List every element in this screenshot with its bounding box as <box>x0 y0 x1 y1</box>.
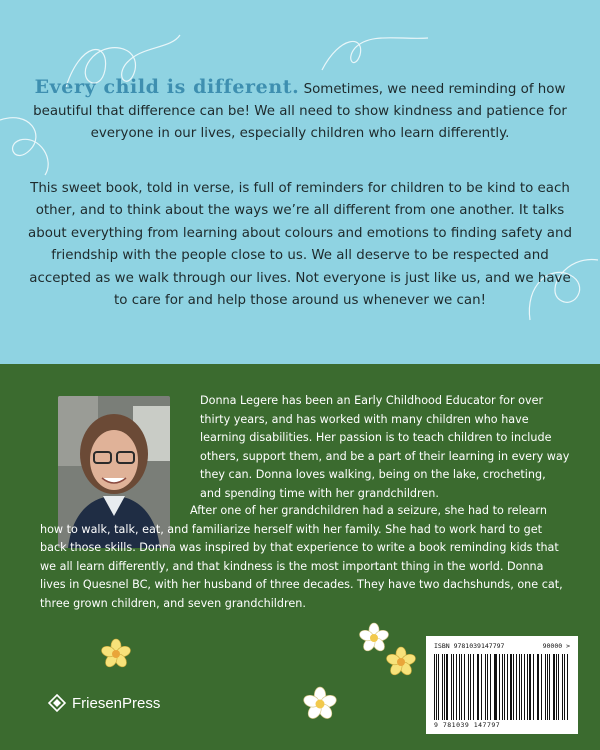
barcode-bar <box>453 654 454 720</box>
barcode-bar <box>549 654 550 720</box>
barcode-bar <box>470 654 471 720</box>
barcode-bar <box>456 654 457 720</box>
barcode-bar <box>499 654 500 720</box>
barcode-bar <box>524 654 525 720</box>
barcode-bar <box>519 654 520 720</box>
barcode-bar <box>541 654 542 720</box>
publisher-logo <box>48 694 160 712</box>
barcode-bar <box>438 654 439 720</box>
flower-icon <box>100 638 132 670</box>
barcode-bar <box>556 654 557 720</box>
blurb-panel <box>0 0 600 364</box>
barcode-bar <box>464 654 465 720</box>
barcode-bar <box>529 654 531 720</box>
barcode-bar <box>442 654 443 720</box>
barcode-bar <box>564 654 565 720</box>
barcode-bar <box>468 654 470 720</box>
price-code: 90000 > <box>542 642 570 650</box>
blurb-paragraph: This sweet book, told in verse, is full of reminders for children to be kind to each other, and to think about the ways we’re all different from one another. It talks about everything from learning about colours and emotions to finding safety and friendship with the people close to us. We all deserve to be respected and accepted as we walk through our lives. Not everyone is just like us, and we have to care for and help those around us whenever we can! <box>28 181 572 309</box>
barcode-bar <box>478 654 479 720</box>
isbn-barcode <box>426 636 578 734</box>
barcode-bar <box>521 654 522 720</box>
author-panel <box>0 364 600 750</box>
barcode-bar <box>545 654 546 720</box>
barcode-bar <box>434 654 435 720</box>
intro-text: Sometimes, we need reminding of how beautiful that difference can be! We all need to show kindness and patience for everyone in our lives, especially children who learn differently. <box>33 82 567 141</box>
barcode-bar <box>481 654 482 720</box>
barcode-bar <box>461 654 462 720</box>
author-bio-paragraph-1: Donna Legere has been an Early Childhood Educator for over thirty years, and has worked with many children who have learning disabilities. Her passion is to teach children to include others, support them, and be a part of their learning in every way they can. Donna loves walking, being on the lake, crocheting, and spending time with her grandchildren. <box>200 394 570 500</box>
flower-icon <box>385 646 417 678</box>
barcode-bars <box>434 654 570 720</box>
isbn-text: ISBN 9781039147797 <box>434 642 505 650</box>
barcode-bar <box>485 654 486 720</box>
barcode-digits: 9 781039 147797 <box>434 721 501 729</box>
barcode-bar <box>513 654 514 720</box>
barcode-bar <box>538 654 539 720</box>
barcode-bar <box>494 654 495 720</box>
barcode-bar <box>459 654 460 720</box>
barcode-bar <box>547 654 548 720</box>
barcode-bar <box>533 654 534 720</box>
barcode-bar <box>473 654 474 720</box>
barcode-bar <box>527 654 528 720</box>
barcode-bar <box>507 654 508 720</box>
swirl-decoration-top-right <box>320 30 430 80</box>
barcode-bar <box>510 654 512 720</box>
barcode-bar <box>490 654 491 720</box>
author-bio-paragraph-2: After one of her grandchildren had a seizure, she had to relearn how to walk, talk, eat, and familiarize herself with her family. She had to work hard to get back those skills. Donna was inspired by that experience to write a book reminding kids that we all learn differently, and that kindness is the most important thing in the world. Donna lives in Quesnel BC, with her husband of three decades. They have two dachshunds, one cat, three grown children, and seven grandchildren. <box>40 504 563 610</box>
barcode-bar <box>502 654 503 720</box>
publisher-name: FriesenPress <box>72 694 161 712</box>
flower-icon <box>302 686 338 722</box>
barcode-bar <box>495 654 496 720</box>
barcode-bar <box>504 654 505 720</box>
barcode-bar <box>516 654 517 720</box>
barcode-bar <box>553 654 555 720</box>
headline: Every child is different. <box>34 76 300 98</box>
barcode-bar <box>562 654 563 720</box>
intro-paragraph <box>30 76 570 145</box>
barcode-bar <box>558 654 559 720</box>
barcode-bar <box>436 654 437 720</box>
barcode-bar <box>451 654 452 720</box>
barcode-bar <box>477 654 478 720</box>
barcode-bar <box>537 654 538 720</box>
barcode-bar <box>446 654 448 720</box>
publisher-logo-icon <box>48 694 66 712</box>
barcode-bar <box>567 654 568 720</box>
barcode-bar <box>487 654 489 720</box>
barcode-bar <box>444 654 445 720</box>
